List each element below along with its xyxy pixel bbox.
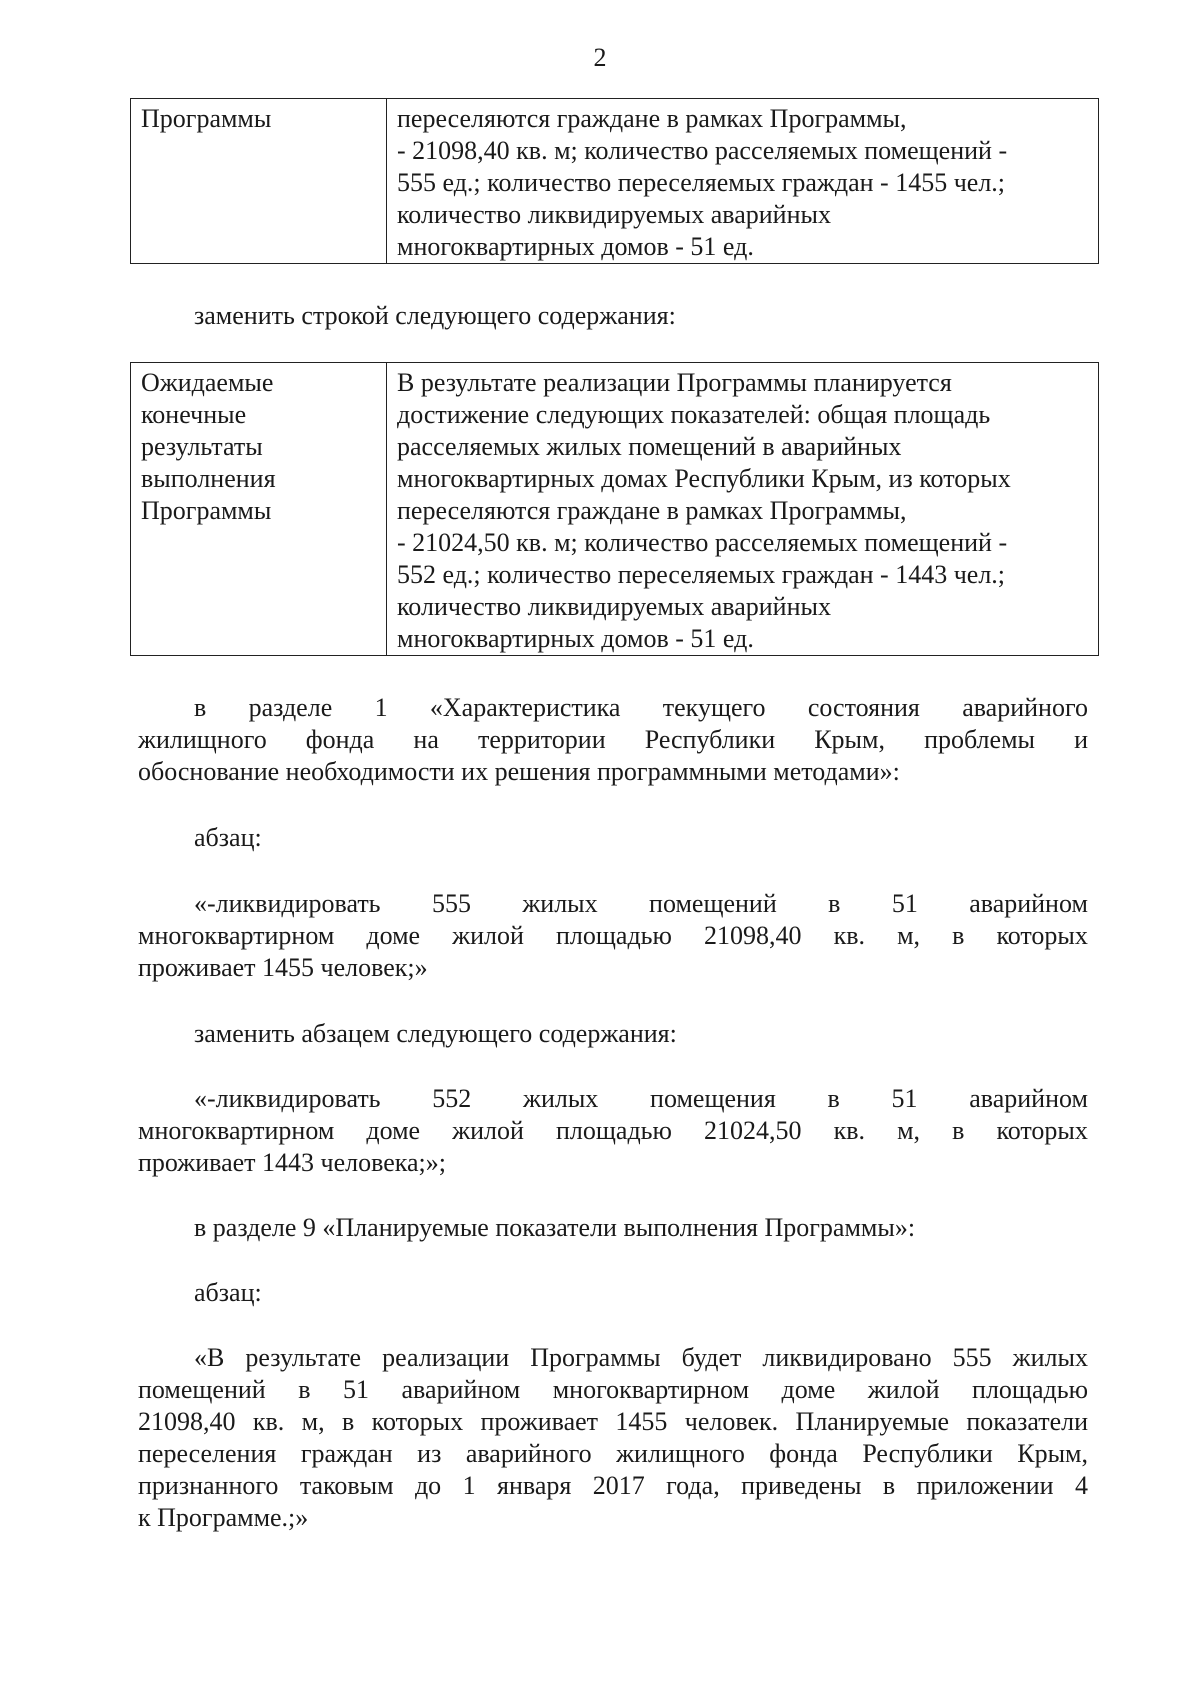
word: в	[828, 889, 841, 918]
replace-row-instruction: заменить строкой следующего содержания:	[194, 301, 676, 330]
word: в	[827, 1084, 840, 1113]
row-value-line: - 21024,50 кв. м; количество расселяемых помещений -	[397, 528, 1008, 557]
word: фонда	[305, 725, 375, 754]
paragraph-label: абзац:	[194, 823, 262, 852]
word: состояния	[807, 693, 920, 722]
row-value-line: 555 ед.; количество переселяемых граждан - 1455 чел.;	[397, 168, 1006, 197]
paragraph-line: к Программе.;»	[138, 1503, 309, 1532]
word: многоквартирном	[138, 1116, 335, 1145]
final-paragraph	[138, 1342, 1088, 1534]
word: 51	[891, 889, 918, 918]
word: которых	[996, 921, 1088, 950]
row-value-line: многоквартирных домов - 51 ед.	[397, 624, 754, 653]
table-row	[131, 99, 1099, 264]
section9-instruction: в разделе 9 «Планируемые показатели выполнения Программы»:	[194, 1213, 916, 1242]
justified-line: признанного таковым до 1 января 2017 года, приведены в приложении 4	[138, 1471, 1088, 1500]
row-value-line: количество ликвидируемых аварийных	[397, 200, 831, 229]
row-value-line: достижение следующих показателей: общая площадь	[397, 400, 991, 429]
justified-line: переселения граждан из аварийного жилищного фонда Республики Крым,	[138, 1439, 1088, 1468]
row-value-line: В результате реализации Программы планируется	[397, 368, 952, 397]
word: 51	[891, 1084, 918, 1113]
word: Крым,	[814, 725, 885, 754]
justified-line	[138, 1115, 1088, 1147]
row-label-line: конечные	[141, 400, 247, 429]
row-label-line: Ожидаемые	[141, 368, 274, 397]
paragraph-line: проживает 1455 человек;»	[138, 953, 428, 982]
word: 555	[431, 889, 471, 918]
word: площадью	[556, 1116, 672, 1145]
row-label-line: выполнения	[141, 464, 276, 493]
row-value-cell	[387, 363, 1099, 656]
word: территории	[477, 725, 606, 754]
new-paragraph	[138, 1083, 1088, 1179]
word: которых	[996, 1116, 1088, 1145]
justified-line: 21098,40 кв. м, в которых проживает 1455 человек. Планируемые показатели	[138, 1407, 1088, 1436]
word: жилой	[452, 1116, 524, 1145]
word: кв.	[833, 921, 866, 950]
justified-line	[138, 920, 1088, 952]
word: м,	[897, 1116, 921, 1145]
word: «-ликвидировать	[194, 1084, 381, 1113]
old-passport-row-table	[130, 98, 1099, 264]
word: площадью	[556, 921, 672, 950]
table-row	[131, 363, 1099, 656]
word: аварийном	[969, 889, 1088, 918]
row-label-cell	[131, 363, 387, 656]
row-label: Программы	[141, 104, 272, 133]
row-label-cell	[131, 99, 387, 264]
page-number: 2	[593, 43, 607, 72]
word: доме	[366, 921, 421, 950]
word: на	[413, 725, 439, 754]
justified-line	[138, 1083, 1088, 1115]
word: «Характеристика	[429, 693, 621, 722]
paragraph-line: обоснование необходимости их решения программными методами»:	[138, 757, 900, 786]
justified-line: помещений в 51 аварийном многоквартирном доме жилой площадью	[138, 1375, 1088, 1404]
word: «-ликвидировать	[194, 889, 381, 918]
old-paragraph	[138, 888, 1088, 984]
word: м,	[897, 921, 921, 950]
word: текущего	[662, 693, 766, 722]
word: жилой	[452, 921, 524, 950]
word: помещений	[649, 889, 777, 918]
word: в	[194, 693, 207, 722]
section1-paragraph	[138, 692, 1088, 788]
word: кв.	[833, 1116, 866, 1145]
word: 21024,50	[704, 1116, 802, 1145]
row-value-line: многоквартирных домах Республики Крым, из которых	[397, 464, 1011, 493]
word: 552	[432, 1084, 472, 1113]
word: жилых	[522, 889, 598, 918]
word: жилищного	[138, 725, 267, 754]
row-value-line: многоквартирных домов - 51 ед.	[397, 232, 754, 261]
row-value-line: переселяются граждане в рамках Программы,	[397, 496, 907, 525]
justified-line	[138, 692, 1088, 724]
new-passport-row-table	[130, 362, 1099, 656]
row-value-cell	[387, 99, 1099, 264]
justified-line	[138, 888, 1088, 920]
word: проблемы	[924, 725, 1035, 754]
word: доме	[366, 1116, 421, 1145]
justified-line: «В результате реализации Программы будет ликвидировано 555 жилых	[194, 1343, 1088, 1372]
row-label-line: Программы	[141, 496, 272, 525]
word: аварийном	[969, 1084, 1088, 1113]
row-value-line: переселяются граждане в рамках Программы,	[397, 104, 907, 133]
row-value-line: количество ликвидируемых аварийных	[397, 592, 831, 621]
word: многоквартирном	[138, 921, 335, 950]
row-label-line: результаты	[141, 432, 263, 461]
word: и	[1074, 725, 1088, 754]
word: в	[952, 921, 965, 950]
word: разделе	[248, 693, 333, 722]
row-value-line: 552 ед.; количество переселяемых граждан - 1443 чел.;	[397, 560, 1006, 589]
row-value-line: - 21098,40 кв. м; количество расселяемых помещений -	[397, 136, 1008, 165]
word: жилых	[522, 1084, 599, 1113]
paragraph-label: абзац:	[194, 1278, 262, 1307]
word: аварийного	[962, 693, 1088, 722]
word: Республики	[644, 725, 776, 754]
paragraph-line: проживает 1443 человека;»;	[138, 1148, 447, 1177]
row-value-line: расселяемых жилых помещений в аварийных	[397, 432, 902, 461]
justified-line	[138, 724, 1088, 756]
word: помещения	[650, 1084, 776, 1113]
word: в	[952, 1116, 965, 1145]
word: 1	[374, 693, 388, 722]
replace-paragraph-instruction: заменить абзацем следующего содержания:	[194, 1019, 677, 1048]
word: 21098,40	[704, 921, 802, 950]
